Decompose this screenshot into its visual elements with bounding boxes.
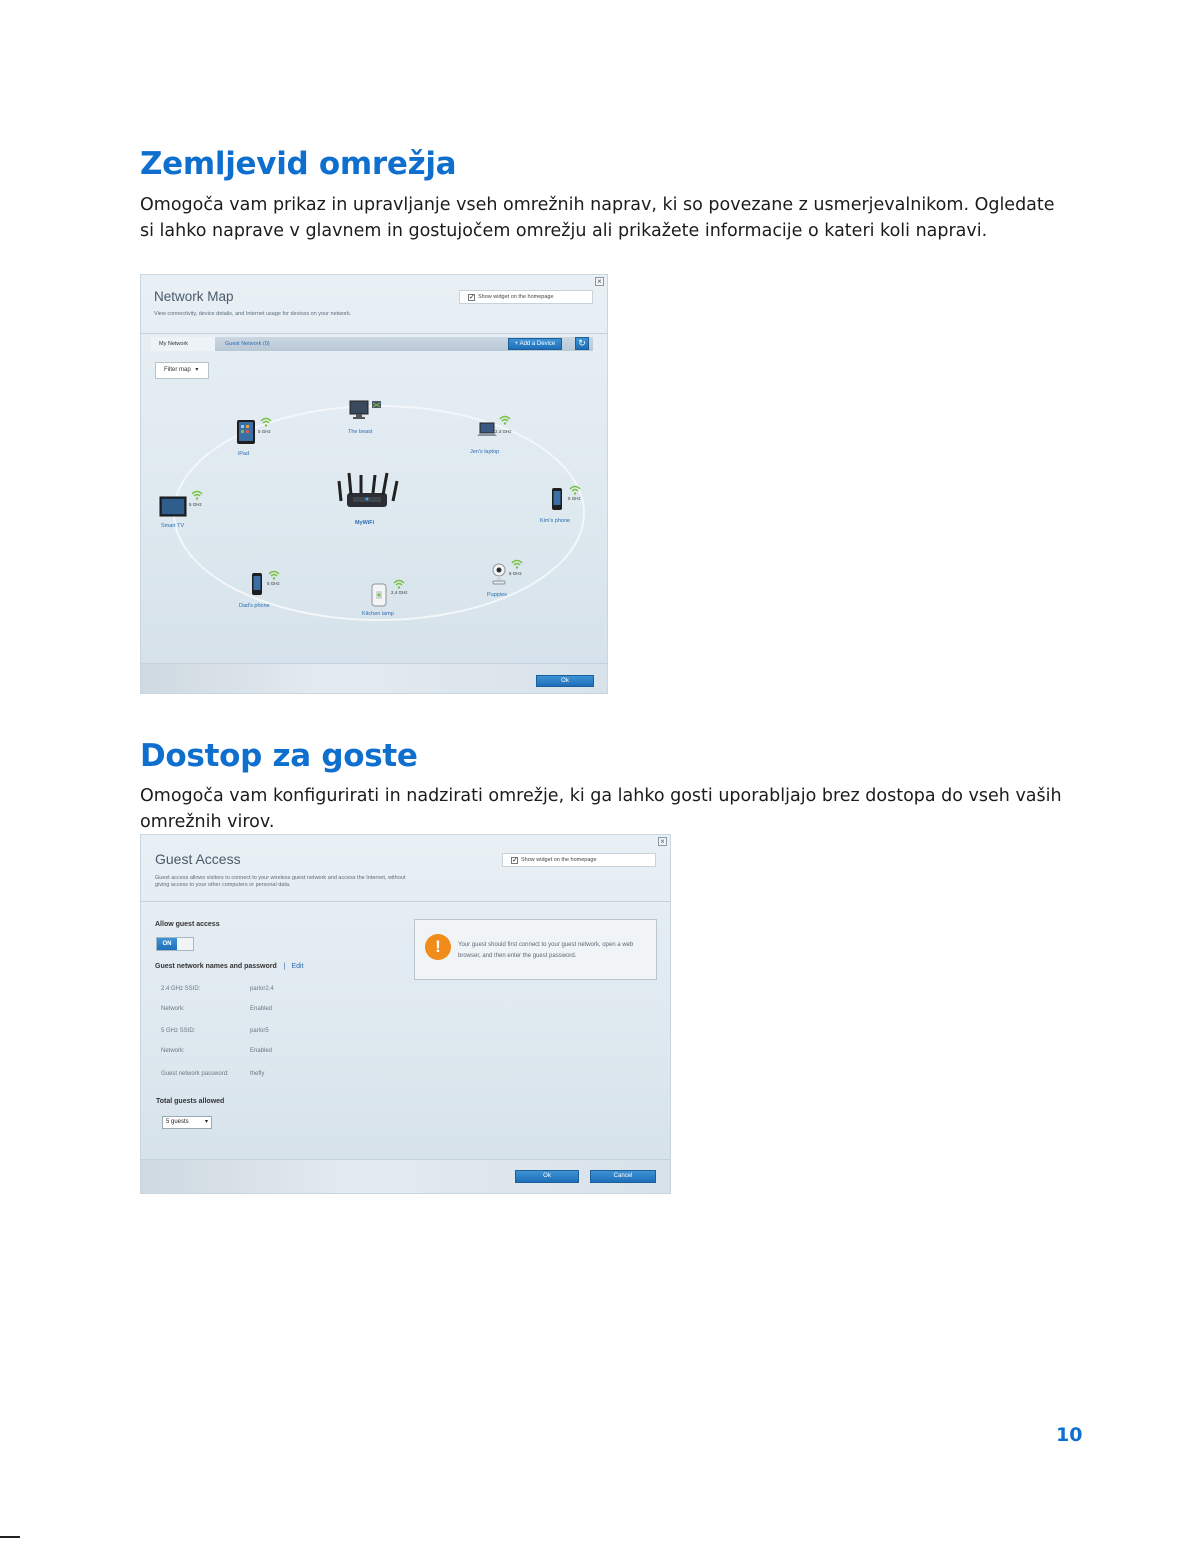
device-band: 5 GHz <box>568 496 581 501</box>
device-label: Kitchen lamp <box>362 611 394 617</box>
row-label: Network: <box>161 1048 185 1054</box>
tablet-icon <box>236 419 256 445</box>
page-number: 10 <box>1056 1424 1083 1446</box>
guest-access-title: Guest Access <box>155 851 241 867</box>
guest-access-toggle[interactable] <box>156 937 194 951</box>
network-map-title: Network Map <box>154 289 234 304</box>
tab-guest-network[interactable]: Guest Network (0) <box>225 341 270 347</box>
show-widget-label: Show widget on the homepage <box>478 294 554 300</box>
checkbox-checked-icon: ✓ <box>469 294 475 301</box>
router-icon <box>335 471 399 513</box>
row-value: parlor5 <box>250 1028 269 1034</box>
device-label: Dad's phone <box>239 603 270 609</box>
guest-access-description: Guest access allows visitors to connect to your wireless guest network and access the Internet, without giving access to your other computers or personal data. <box>155 875 406 888</box>
ok-button[interactable]: Ok <box>515 1170 579 1183</box>
network-map-description: View connectivity, device details, and Internet usage for devices on your network. <box>154 311 352 317</box>
guest-access-screenshot <box>140 834 671 1194</box>
tab-my-network[interactable]: My Network <box>151 337 215 351</box>
warning-icon: ! <box>425 934 451 960</box>
toggle-on-label: ON <box>157 938 177 950</box>
row-label: 2.4 GHz SSID: <box>161 986 201 992</box>
filter-map-label: Filter map <box>164 367 191 373</box>
add-device-button[interactable]: + Add a Device <box>508 338 562 350</box>
refresh-icon[interactable]: ↻ <box>575 337 589 350</box>
cancel-button[interactable]: Cancel <box>590 1170 656 1183</box>
device-label: Smart TV <box>161 523 185 529</box>
filter-map-dropdown[interactable] <box>155 362 209 379</box>
wifi-signal-icon <box>499 415 511 425</box>
device-label: Puppies <box>487 592 507 598</box>
section-heading-network-map: Zemljevid omrežja <box>140 146 457 182</box>
row-value: Enabled <box>250 1048 273 1054</box>
row-label: 5 GHz SSID: <box>161 1028 196 1034</box>
device-band: 5 GHz <box>509 571 522 576</box>
row-label: Guest network password: <box>161 1071 229 1077</box>
device-band: 5 GHz <box>258 429 271 434</box>
row-label: Network: <box>161 1006 185 1012</box>
footer-mark <box>0 1536 20 1538</box>
total-guests-select[interactable]: 5 guests ▾ <box>162 1116 212 1129</box>
wifi-signal-icon <box>260 417 272 427</box>
edit-link[interactable]: Edit <box>291 963 304 970</box>
phone-icon <box>251 572 263 596</box>
section-heading-guest-access: Dostop za goste <box>140 738 418 774</box>
device-label: Kim's phone <box>540 518 571 524</box>
camera-icon <box>491 563 507 585</box>
close-icon[interactable]: × <box>595 277 604 286</box>
wifi-signal-icon <box>268 570 280 580</box>
caret-down-icon: ▾ <box>195 367 199 373</box>
total-guests-label: Total guests allowed <box>156 1098 225 1105</box>
row-value: thefly <box>250 1071 265 1077</box>
wifi-signal-icon <box>511 559 523 569</box>
device-band: 2.4 GHz <box>495 429 512 434</box>
section-paragraph-network-map: Omogoča vam prikaz in upravljanje vseh omrežnih naprav, ki so povezane z usmerjevalnikom. Ogledate si lahko naprave v glavnem in gostujočem omrežju ali prikažete informacije o kateri koli napravi. <box>140 195 1055 241</box>
device-band: 2.4 GHz <box>391 590 408 595</box>
guest-info-text: Your guest should first connect to your guest network, open a web browser, and then enter the guest password. <box>458 942 634 959</box>
desktop-computer-icon <box>348 399 384 423</box>
guest-info-box <box>414 919 657 980</box>
wifi-signal-icon <box>569 485 581 495</box>
show-widget-label: Show widget on the homepage <box>521 857 597 863</box>
wifi-signal-icon <box>393 579 405 589</box>
show-widget-checkbox[interactable] <box>502 853 656 867</box>
allow-guest-access-label: Allow guest access <box>155 921 220 928</box>
row-value: parlor2.4 <box>250 986 274 992</box>
guest-network-names-label: Guest network names and password | Edit <box>155 963 304 970</box>
device-label: iPad <box>238 451 250 457</box>
device-label: The beast <box>348 429 373 435</box>
phone-icon <box>551 487 563 511</box>
show-widget-checkbox[interactable] <box>459 290 593 304</box>
device-label: Jen's laptop <box>470 449 500 455</box>
network-map-screenshot <box>140 274 608 694</box>
checkbox-checked-icon: ✓ <box>512 857 518 864</box>
wifi-signal-icon <box>191 490 203 500</box>
device-band: 5 GHz <box>189 502 202 507</box>
section-paragraph-guest-access: Omogoča vam konfigurirati in nadzirati omrežje, ki ga lahko gosti uporabljajo brez dostopa do vseh vaših omrežnih virov. <box>140 786 1062 832</box>
tv-icon <box>159 496 187 518</box>
ok-button[interactable]: Ok <box>536 675 594 687</box>
caret-down-icon: ▾ <box>204 1119 208 1125</box>
smart-plug-icon <box>371 583 387 607</box>
device-band: 5 GHz <box>267 581 280 586</box>
close-icon[interactable]: × <box>658 837 667 846</box>
laptop-icon <box>477 421 497 439</box>
row-value: Enabled <box>250 1006 273 1012</box>
router-label: MyWiFi <box>355 520 375 526</box>
